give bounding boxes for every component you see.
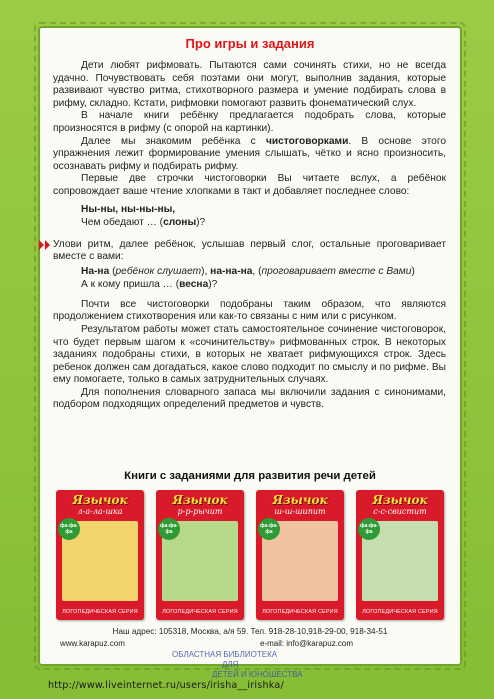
arrow-paragraph <box>53 239 446 264</box>
book-3-badge: фа-фа-фа <box>258 518 280 540</box>
book-2-title: Язычок <box>172 493 228 507</box>
book-covers-row <box>56 490 444 622</box>
verse-1-line-1: Ны-ны, ны-ны-ны, <box>81 203 176 215</box>
book-3-subtitle: ш-ш-шипит <box>274 507 326 516</box>
verse-example-2 <box>53 265 446 291</box>
verse-1-line-2: Чем обедают … (слоны)? <box>81 216 206 228</box>
book-2-badge: фа-фа-фа <box>158 518 180 540</box>
book-1-badge: фа-фа-фа <box>58 518 80 540</box>
term-chistogovorki: чистоговорками <box>265 135 349 147</box>
double-arrow-icon <box>39 240 51 250</box>
paragraph-8: Для пополнения словарного запаса мы включили задания с синонимами, подбором подходящих определений предметов и чувств. <box>53 386 446 411</box>
books-section-heading: Книги с заданиями для развития речи детей <box>124 470 376 482</box>
book-4-subtitle: с-с-свистит <box>373 507 427 516</box>
page-title: Про игры и задания <box>185 36 315 51</box>
book-2-subtitle: р-р-рычит <box>177 507 223 516</box>
source-watermark-url: http://www.liveinternet.ru/users/irisha__irishka/ <box>48 680 284 691</box>
article-body <box>53 60 446 412</box>
publisher-email-link[interactable]: e-mail: info@karapuz.com <box>260 639 354 648</box>
library-stamp <box>172 650 332 679</box>
book-cover-4[interactable] <box>356 490 444 620</box>
stamp-line-2: ДЛЯ <box>222 660 239 669</box>
publisher-address: Наш адрес: 105318, Москва, а/я 59. Тел. 918-28-10,918-29-00, 918-34-51 <box>112 627 388 636</box>
book-1-title: Язычок <box>72 493 128 507</box>
book-1-subtitle: л-а-ла-шка <box>77 507 123 516</box>
stamp-line-1: ОБЛАСТНАЯ БИБЛИОТЕКА <box>172 650 278 659</box>
paragraph-5: Улови ритм, далее ребёнок, услышав первый слог, остальные проговаривает вместе с вами: <box>53 238 446 263</box>
book-3-title: Язычок <box>272 493 328 507</box>
book-4-badge: фа-фа-фа <box>358 518 380 540</box>
stamp-line-3: ДЕТЕЙ И ЮНОШЕСТВА <box>212 670 303 679</box>
paragraph-6: Почти все чистоговорки подобраны таким образом, что являются продолжением стихотворения или как-то связаны с ним или с рисунком. <box>53 298 446 323</box>
paragraph-4: Первые две строчки чистоговорки Вы читаете вслух, а ребёнок сопровождает ваше чтение хлопками в такт и добавляет последнее слово: <box>53 173 446 197</box>
book-cover-3[interactable] <box>256 490 344 620</box>
book-2-series: ЛОГОПЕДИЧЕСКАЯ СЕРИЯ <box>162 609 238 615</box>
verse-2-line-2: А к кому пришла … (весна)? <box>81 278 218 290</box>
book-4-series: ЛОГОПЕДИЧЕСКАЯ СЕРИЯ <box>362 609 438 615</box>
paragraph-3: Далее мы знакомим ребёнка с чистоговорками. В основе этого упражнения лежит формирование умения слышать, чётко и ясно произносить, осознавать рифму и подбирать рифму. <box>53 135 446 172</box>
book-cover-1[interactable] <box>56 490 144 620</box>
paragraph-1: Дети любят рифмовать. Пытаются сами сочинять стихи, но не всегда удачно. Почувствовать себя поэтами они могут, выполнив задания, которые развивают чувство ритма, стихотворного размера и умение подбирать слова в рифму, складно. Кстати, рифмовки помогают развить фонематический слух. <box>53 60 446 109</box>
publisher-contacts <box>60 639 480 648</box>
paragraph-7: Результатом работы может стать самостоятельное сочинение чистоговорок, что будет первым шагом к «сочинительству» рифмованных строк. В некоторых заданиях подобраны стихи, в которых не хватает рифмующихся строк. Здесь ребенок должен сам догадаться, какое слово подходит по смыслу и по рифме. Вы ему помогаете, только в самых затруднительных случаях. <box>53 323 446 386</box>
book-cover-2[interactable] <box>156 490 244 620</box>
book-1-series: ЛОГОПЕДИЧЕСКАЯ СЕРИЯ <box>62 609 138 615</box>
book-4-title: Язычок <box>372 493 428 507</box>
paragraph-2: В начале книги ребёнку предлагается подобрать слова, которые произносятся в рифму (с опорой на картинки). <box>53 110 446 134</box>
verse-2-line-1: На-на (ребёнок слушает), на-на-на, (проговаривает вместе с Вами) <box>81 265 415 277</box>
publisher-website-link[interactable]: www.karapuz.com <box>60 639 125 648</box>
verse-example-1 <box>53 203 446 229</box>
book-3-series: ЛОГОПЕДИЧЕСКАЯ СЕРИЯ <box>262 609 338 615</box>
